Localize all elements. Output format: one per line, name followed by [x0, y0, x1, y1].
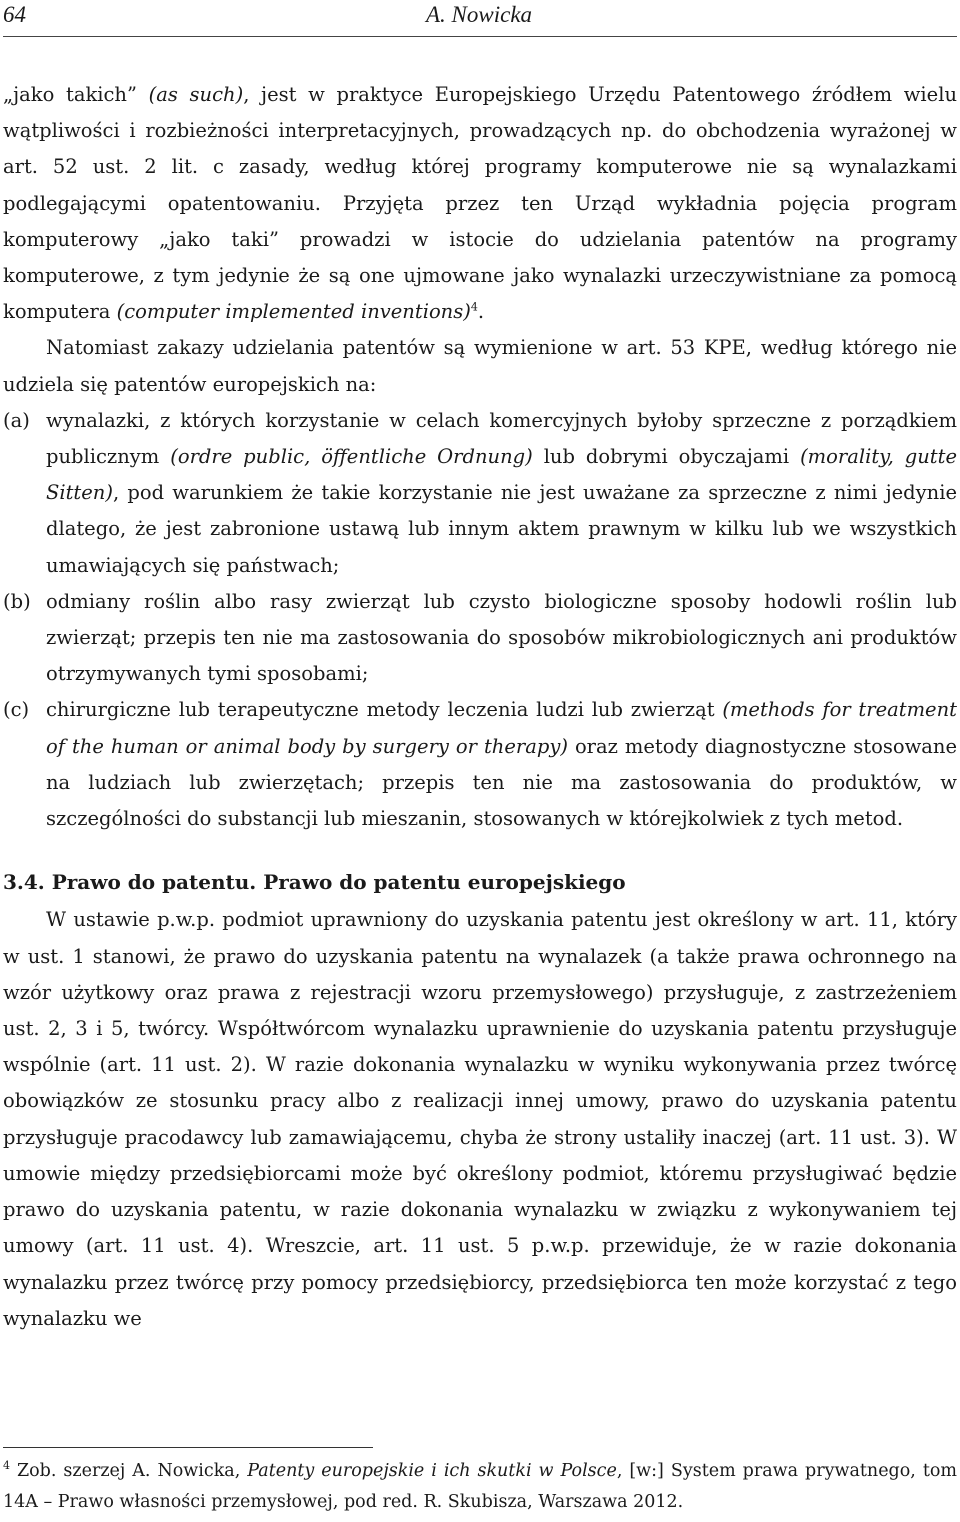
paragraph-art-53: Natomiast zakazy udzielania patentów są wymienione w art. 53 KPE, według którego nie udziela się patentów europejskich na:: [3, 336, 957, 396]
footnote-divider: [3, 1447, 373, 1448]
paragraph-continuation: „jako takich” (as such), jest w praktyce Europejskiego Urzędu Patentowego źródłem wielu wątpliwości i rozbieżności interpretacyjnych, prowadzących np. do obchodzenia wyrażonej w art. 52 ust. 2 lit. c zasady, według której programy komputerowe nie są wynalazkami podlegającymi opatentowaniu. Przyjęta przez ten Urząd wykładnia pojęcia program komputerowy „jako taki” prowadzi w istocie do udzielania patentów na programy komputerowe, z tym jedynie że są one ujmowane jako wynalazki urzeczywistniane za pomocą komputera (computer implemented inventions)$^4$.: [3, 83, 957, 324]
footnote: $^4$ Zob. szerzej A. Nowicka, Patenty europejskie i ich skutki w Polsce, [w:] System prawa prywatnego, tom 14A – Prawo własności przemysłowej, pod red. R. Skubisza, Warszawa 2012.: [3, 1459, 957, 1512]
list-marker: (a): [3, 408, 30, 432]
running-head-author: A. Nowicka: [426, 2, 533, 27]
list-item-c: (c) chirurgiczne lub terapeutyczne metody leczenia ludzi lub zwierząt (methods for treatment of the human or animal body by surgery or therapy) oraz metody diagnostyczne stosowane na ludziach lub zwierzętach; przepis ten nie ma zastosowania do produktów, w szczególności do substancji lub mieszanin, stosowanych w którejkolwiek z tych metod.: [3, 692, 957, 837]
section-paragraph: W ustawie p.w.p. podmiot uprawniony do uzyskania patentu jest określony w art. 11, który w ust. 1 stanowi, że prawo do uzyskania patentu na wynalazek (a także prawa ochronnego na wzór użytkowy oraz prawa z rejestracji wzoru przemysłowego) przysługuje, z zastrzeżeniem ust. 2, 3 i 5, twórcy. Współtwórcom wynalazku uprawnienie do uzyskania patentu przysługuje wspólnie (art. 11 ust. 2). W razie dokonania wynalazku w wyniku wykonywania przez twórcę obowiązków ze stosunku pracy albo z realizacji innej umowy, prawo do uzyskania patentu przysługuje pracodawcy lub zamawiającemu, chyba że strony ustaliły inaczej (art. 11 ust. 3). W umowie między przedsiębiorcami może być określony podmiot, któremu przysługiwać będzie prawo do uzyskania patentu, w razie dokonania wynalazku w związku z wykonywaniem tej umowy (art. 11 ust. 4). Wreszcie, art. 11 ust. 5 p.w.p. przewiduje, że w razie dokonania wynalazku przez twórcę przy pomocy przedsiębiorcy, przedsiębiorca ten może korzystać z tego wynalazku we: [3, 908, 957, 1330]
footnote-reference[interactable]: 4: [470, 300, 478, 314]
list-item-a: (a) wynalazki, z których korzystanie w celach komercyjnych byłoby sprzeczne z porządkiem publicznym (ordre public, öffentliche Ordnung) lub dobrymi obyczajami (morality, gutte Sitten), pod warunkiem że takie korzystanie nie jest uważane za sprzeczne z nimi jedynie dlatego, że jest zabronione ustawą lub innym aktem prawnym w kilku lub we wszystkich umawiających się państwach;: [3, 403, 957, 584]
list-marker: (b): [3, 589, 31, 613]
running-header: [3, 0, 957, 37]
section-heading: 3.4. Prawo do patentu. Prawo do patentu europejskiego: [3, 870, 626, 895]
page-number: 64: [3, 2, 26, 27]
list-item-b: (b) odmiany roślin albo rasy zwierząt lub czysto biologiczne sposoby hodowli roślin lub zwierząt; przepis ten nie ma zastosowania do sposobów mikrobiologicznych ani produktów otrzymywanych tymi sposobami;: [3, 584, 957, 693]
list-marker: (c): [3, 698, 30, 722]
footnote-number: 4: [3, 1459, 10, 1473]
main-text: [3, 77, 957, 1337]
